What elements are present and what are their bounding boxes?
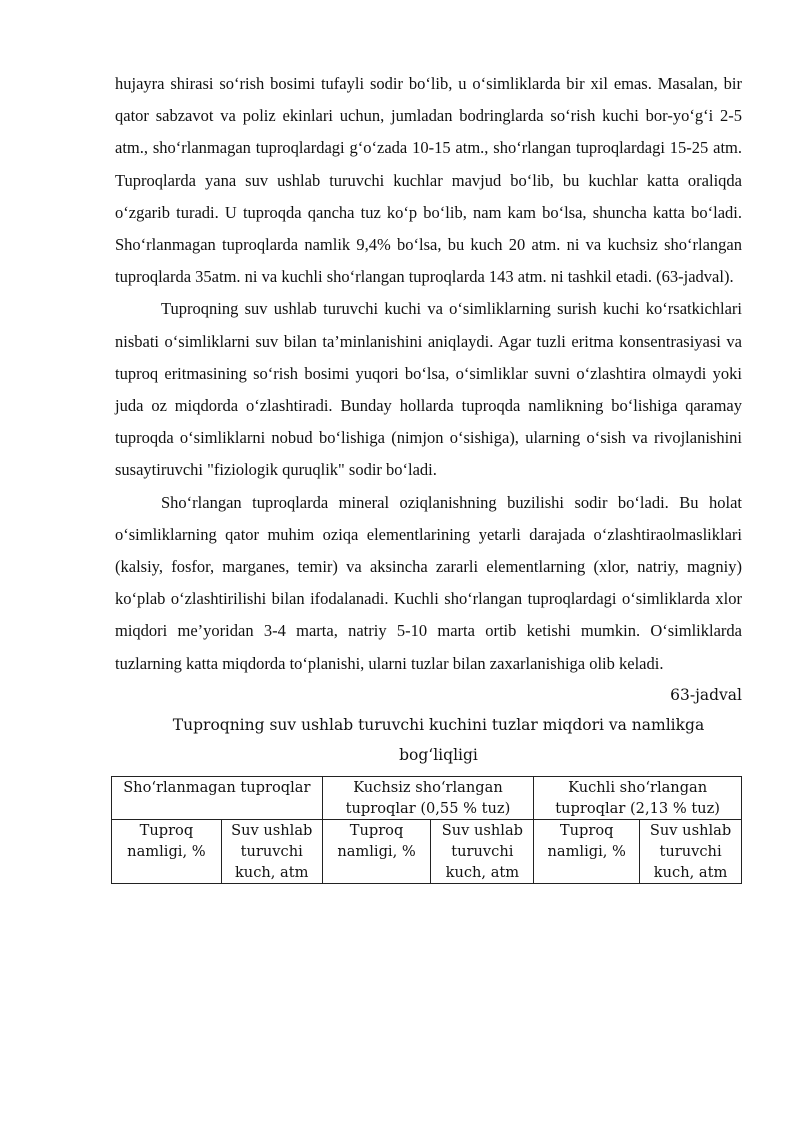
table-group-header-row — [112, 776, 742, 819]
table-sub-header: Suv ushlab turuvchi kuch, atm — [431, 819, 534, 883]
paragraph-1: hujayra shirasi so‘rish bosimi tufayli sodir bo‘lib, u o‘simliklarda bir xil emas. Masalan, bir qator sabzavot va poliz ekinlari uchun, jumladan bodringlarda so‘rish kuchi bor-yo‘g‘i 2-5 atm., sho‘rlanmagan tuproqlardagi g‘o‘zada 10-15 atm., sho‘rlangan tuproqlardagi 15-25 atm. Tuproqlarda yana suv ushlab turuvchi kuchlar mavjud bo‘lib, bu kuchlar katta oraliqda o‘zgarib turadi. U tuproqda qancha tuz ko‘p bo‘lib, nam kam bo‘lsa, shuncha katta bo‘ladi. Sho‘rlanmagan tuproqlarda namlik 9,4% bo‘lsa, bu kuch 20 atm. ni va kuchsiz sho‘rlangan tuproqlarda 35atm. ni va kuchli sho‘rlangan tuproqlarda 143 atm. ni tashkil etadi. (63-jadval). — [115, 74, 742, 287]
table-sub-header: Tuproq namligi, % — [534, 819, 640, 883]
table-sub-header: Suv ushlab turuvchi kuch, atm — [640, 819, 742, 883]
paragraph-2: Tuproqning suv ushlab turuvchi kuchi va o‘simliklarning surish kuchi ko‘rsatkichlari nisbati o‘simliklarni suv bilan ta’minlanishini aniqlaydi. Agar tuzli eritma konsentrasiyasi va tuproq eritmasining so‘rish bosimi yuqori bo‘lsa, o‘simliklar suvni o‘zlashtira olmaydi yoki juda oz miqdorda o‘zlashtiradi. Bunday hollarda tuproqda namlikning bo‘lishiga qaramay tuproqda o‘simliklarni nobud bo‘lishiga (nimjon o‘sishiga), ularning o‘sish va rivojlanishini susaytiruvchi "fiziologik quruqlik" sodir bo‘ladi. — [115, 299, 742, 480]
table-sub-header: Suv ushlab turuvchi kuch, atm — [221, 819, 322, 883]
table-number: 63-jadval — [670, 685, 742, 704]
paragraph-3: Sho‘rlangan tuproqlarda mineral oziqlanishning buzilishi sodir bo‘ladi. Bu holat o‘simliklarning qator muhim oziqa elementlarining yetarli darajada o‘zlashtiraolmasliklari (kalsiy, fosfor, marganes, temir) va aksincha zararli elementlarning (xlor, natriy, magniy) ko‘plab o‘zlashtirilishi bilan ifodalanadi. Kuchli sho‘rlangan tuproqlardagi o‘simliklarda xlor miqdori me’yoridan 3-4 marta, natriy 5-10 marta ortib ketishi mumkin. O‘simliklarda tuzlarning katta miqdorda to‘planishi, ularni tuzlar bilan zaxarlanishiga olib keladi. — [115, 492, 742, 673]
table-group-header: Kuchli sho‘rlangan tuproqlar (2,13 % tuz) — [534, 776, 742, 819]
data-table — [111, 776, 742, 884]
table-sub-header: Tuproq namligi, % — [112, 819, 222, 883]
table-title: Tuproqning suv ushlab turuvchi kuchini tuzlar miqdori va namlikga bog‘liqligi — [172, 715, 705, 764]
table-group-header: Sho‘rlanmagan tuproqlar — [112, 776, 323, 819]
table-group-header: Kuchsiz sho‘rlangan tuproqlar (0,55 % tuz) — [322, 776, 534, 819]
table-sub-header: Tuproq namligi, % — [322, 819, 431, 883]
document-page — [115, 68, 742, 884]
table-sub-header-row — [112, 819, 742, 883]
